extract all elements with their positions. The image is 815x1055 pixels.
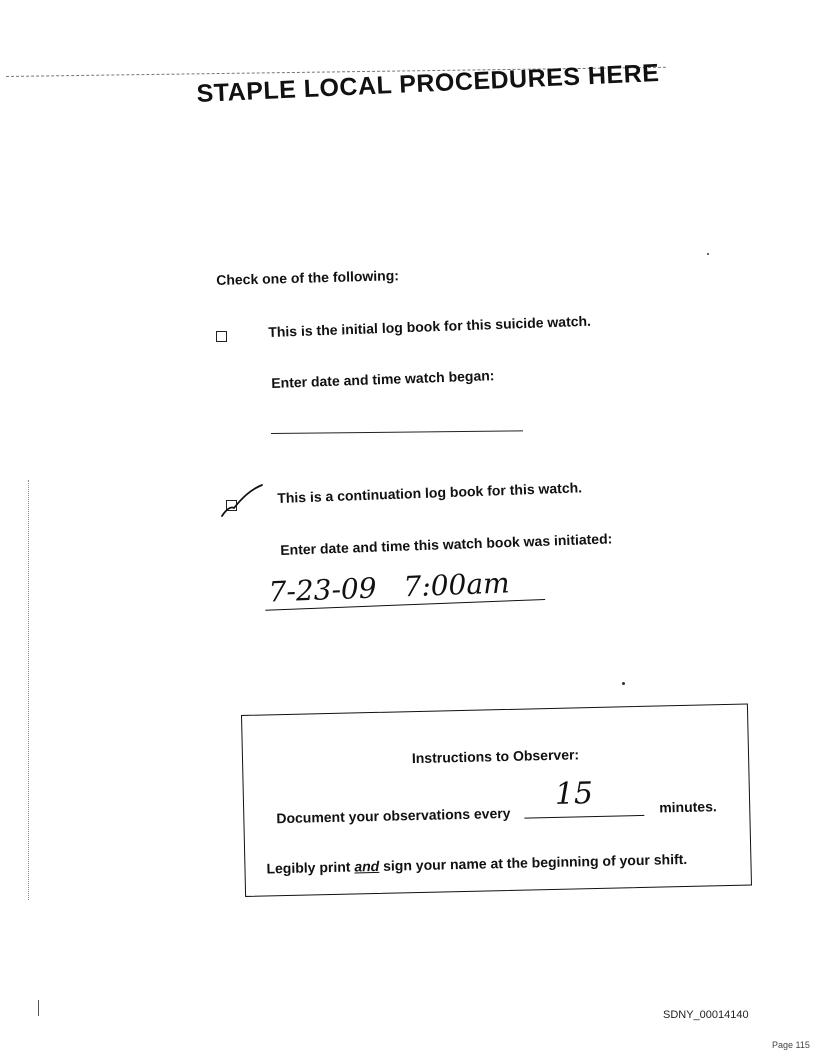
interval-value[interactable]: 15 bbox=[554, 776, 594, 812]
page-title: STAPLE LOCAL PROCEDURES HERE bbox=[196, 58, 660, 108]
instructions-heading: Instructions to Observer: bbox=[411, 746, 580, 767]
handwritten-date: 7-23-09 bbox=[267, 571, 378, 609]
interval-unit: minutes. bbox=[659, 798, 717, 816]
left-margin-scan-mark bbox=[28, 480, 29, 900]
bottom-scan-mark bbox=[38, 1000, 39, 1016]
initial-log-checkbox[interactable] bbox=[216, 331, 227, 342]
scan-speck bbox=[622, 682, 625, 685]
continuation-log-prompt: Enter date and time this watch book was initiated: bbox=[280, 530, 613, 558]
emphasis-and: and bbox=[354, 857, 380, 875]
continuation-log-checkbox[interactable] bbox=[220, 484, 265, 520]
sign-name-instruction: Legibly print and sign your name at the beginning of your shift. bbox=[266, 850, 688, 877]
initial-log-label: This is the initial log book for this suicide watch. bbox=[268, 312, 592, 340]
bates-number: SDNY_00014140 bbox=[663, 1009, 749, 1021]
initial-date-field[interactable] bbox=[271, 430, 523, 434]
interval-blank bbox=[524, 815, 644, 819]
continuation-date-field[interactable] bbox=[258, 565, 549, 616]
handwritten-time: 7:00am bbox=[402, 566, 511, 604]
check-instruction: Check one of the following: bbox=[216, 267, 400, 288]
initial-log-prompt: Enter date and time watch began: bbox=[271, 367, 495, 391]
observation-interval-text: Document your observations every bbox=[276, 804, 511, 827]
instructions-box bbox=[241, 703, 752, 896]
scan-speck bbox=[707, 253, 709, 255]
continuation-log-label: This is a continuation log book for this watch. bbox=[277, 479, 583, 506]
page-number: Page 115 bbox=[772, 1040, 810, 1050]
checkmark-icon bbox=[220, 484, 265, 520]
